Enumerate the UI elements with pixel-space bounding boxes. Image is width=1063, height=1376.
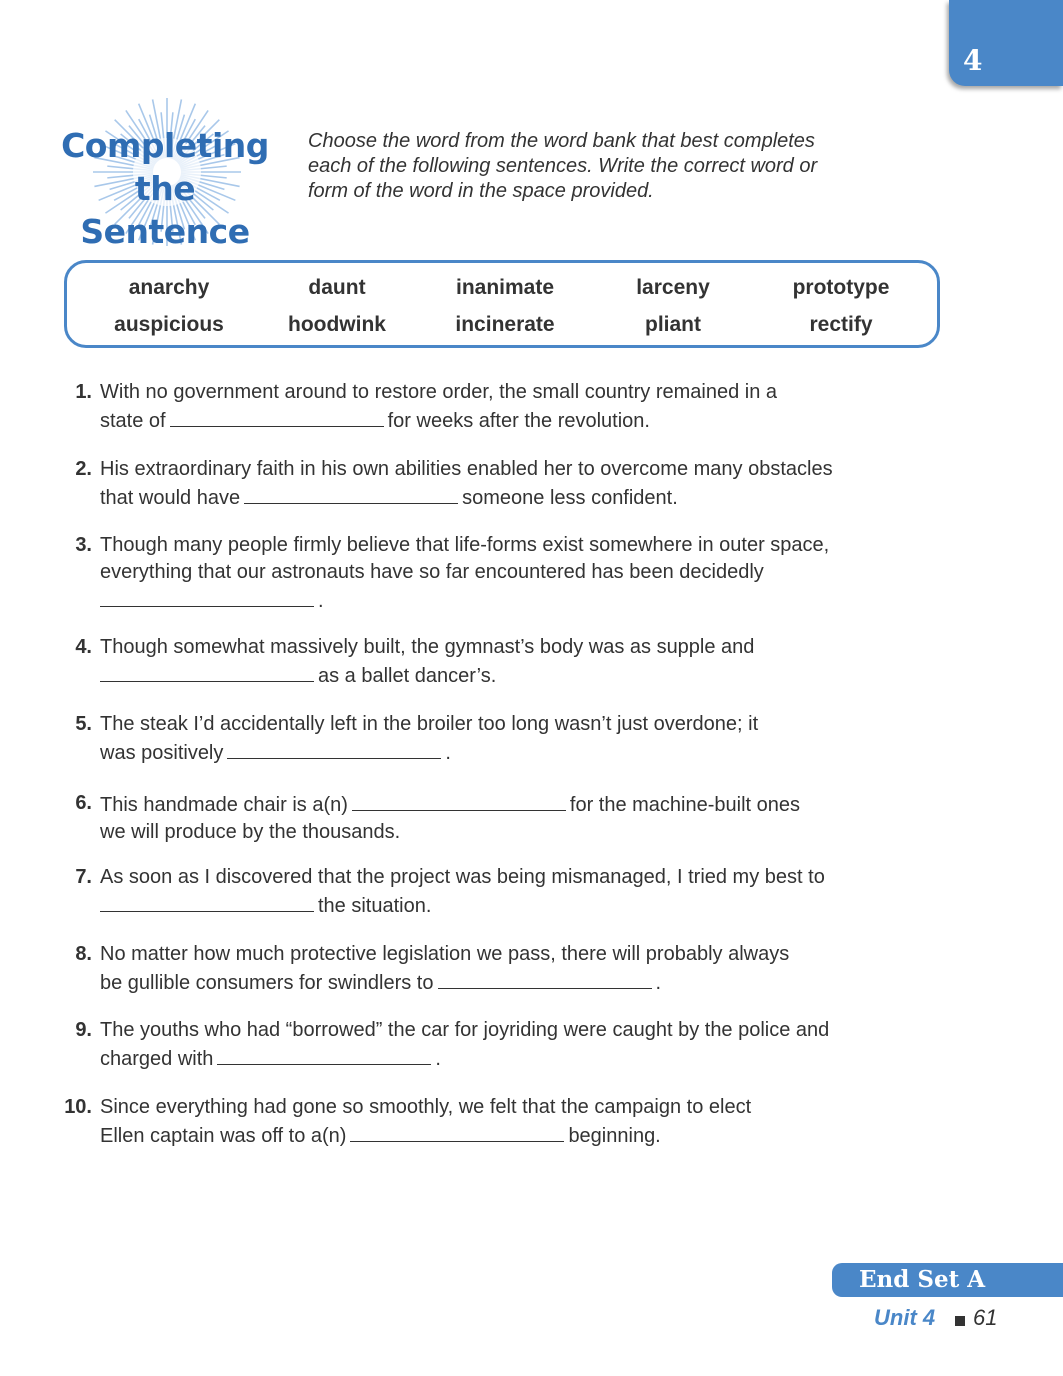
item-text: His extraordinary faith in his own abilities enabled her to overcome many obstacles [100, 458, 833, 480]
item-text: Though somewhat massively built, the gymnast’s body was as supple and [100, 636, 755, 658]
answer-blank[interactable] [244, 483, 458, 504]
item-number: 9. [75, 1019, 92, 1041]
section-heading [60, 124, 270, 253]
item-number: 5. [75, 713, 92, 735]
section-heading-line1: Completing [61, 126, 269, 165]
item-text: With no government around to restore order, the small country remained in a [100, 381, 778, 403]
answer-blank[interactable] [352, 790, 566, 811]
item-text: No matter how much protective legislation we pass, there will probably always [100, 943, 790, 965]
word-bank-word: prototype [792, 276, 890, 299]
word-bank-word: larceny [636, 276, 710, 299]
item-number: 2. [75, 458, 92, 480]
item-text: . [318, 590, 324, 612]
word-bank-word: rectify [809, 313, 873, 336]
answer-blank[interactable] [438, 968, 652, 989]
item-text: that would have [100, 487, 241, 509]
word-bank-word: hoodwink [288, 313, 386, 336]
answer-blank[interactable] [100, 661, 314, 682]
item-text: charged with [100, 1048, 214, 1070]
item-text: as a ballet dancer’s. [318, 665, 497, 687]
item-text: beginning. [568, 1125, 661, 1147]
answer-blank[interactable] [100, 586, 314, 607]
item-text: This handmade chair is a(n) [100, 794, 348, 816]
word-bank-word: auspicious [114, 313, 224, 336]
word-bank [64, 260, 940, 348]
item-number: 10. [64, 1096, 92, 1118]
answer-blank[interactable] [217, 1044, 431, 1065]
item-text: Though many people firmly believe that life-forms exist somewhere in outer space, [100, 534, 830, 556]
item-number: 6. [75, 792, 92, 814]
item-number: 7. [75, 866, 92, 888]
square-bullet-icon [955, 1316, 965, 1326]
item-text: we will produce by the thousands. [100, 821, 401, 843]
end-set-banner: End Set A [832, 1263, 1063, 1297]
item-text: state of [100, 410, 166, 432]
answer-blank[interactable] [227, 738, 441, 759]
item-text: the situation. [318, 895, 432, 917]
item-number: 4. [75, 636, 92, 658]
item-text: for the machine-built ones [569, 794, 801, 816]
item-text: Since everything had gone so smoothly, we felt that the campaign to elect [100, 1096, 752, 1118]
answer-blank[interactable] [100, 891, 314, 912]
item-number: 1. [75, 381, 92, 403]
unit-label: Unit 4 [874, 1305, 936, 1330]
item-text: . [435, 1048, 441, 1070]
item-text: Ellen captain was off to a(n) [100, 1125, 347, 1147]
item-text: someone less confident. [462, 487, 678, 509]
word-bank-word: incinerate [455, 313, 555, 336]
answer-blank[interactable] [170, 406, 384, 427]
item-text: be gullible consumers for swindlers to [100, 972, 434, 994]
item-text: was positively [100, 742, 224, 764]
unit-tab-number: 4 [963, 44, 983, 77]
item-text: for weeks after the revolution. [387, 410, 650, 432]
word-bank-word: inanimate [455, 276, 555, 299]
section-heading-line2: the Sentence [80, 169, 250, 251]
item-text: . [655, 972, 662, 994]
word-bank-word: pliant [645, 313, 701, 336]
item-number: 3. [75, 534, 92, 556]
answer-blank[interactable] [350, 1121, 564, 1142]
word-bank-word: daunt [308, 276, 366, 299]
instructions: Choose the word from the word bank that best completes each of the following sentences. Write the correct word or form of the word in the space provided. [308, 130, 818, 202]
item-text: As soon as I discovered that the project was being mismanaged, I tried my best to [100, 866, 825, 888]
word-bank-word: anarchy [128, 276, 210, 299]
item-text: The steak I’d accidentally left in the broiler too long wasn’t just overdone; it [100, 713, 759, 735]
item-text: everything that our astronauts have so far encountered has been decidedly [100, 561, 764, 583]
item-number: 8. [75, 943, 92, 965]
item-text: . [445, 742, 451, 764]
item-text: The youths who had “borrowed” the car for joyriding were caught by the police and [100, 1019, 830, 1041]
page-number: 61 [973, 1305, 998, 1330]
